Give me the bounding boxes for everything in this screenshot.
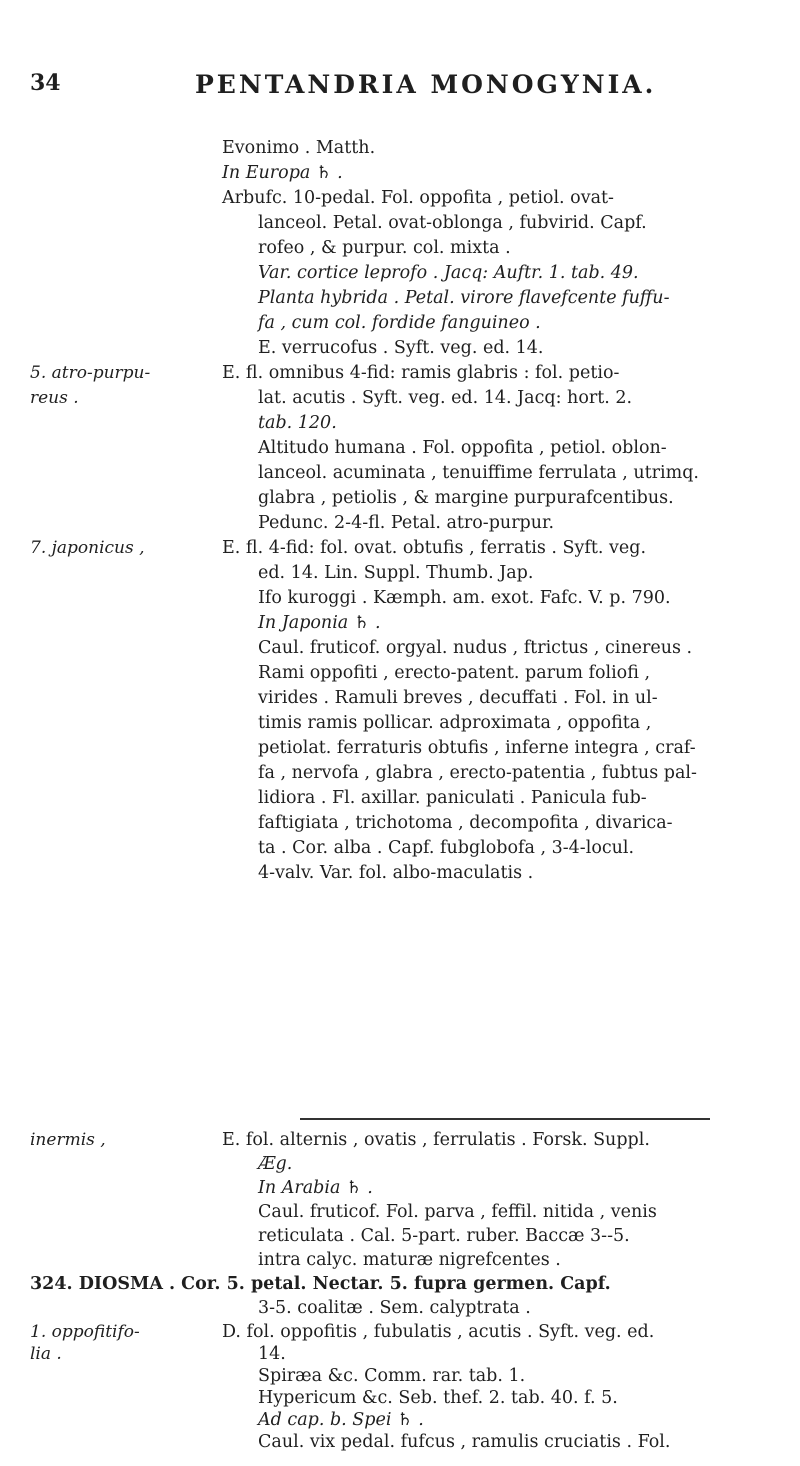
text-line: rofeo , & purpur. col. mixta . [258,238,511,258]
text-line: E. verrucofus . Syft. veg. ed. 14. [258,338,544,358]
text-line: glabra , petiolis , & margine purpurafcentibus. [258,488,674,508]
text-line: 4-valv. Var. fol. albo-maculatis . [258,863,534,883]
text-line: Evonimo . Matth. [222,138,376,158]
text-line: ta . Cor. alba . Capf. fubglobofa , 3-4-locul. [258,838,635,858]
text-line: lanceol. acuminata , tenuiffime ferrulata , utrimq. [258,463,699,483]
section-heading: 324. DIOSMA . Cor. 5. petal. Nectar. 5. fupra germen. Capf. [30,1274,611,1294]
margin-label: reus . [30,388,79,408]
text-line: In Arabia ♄ . [258,1178,373,1198]
section-divider [300,1118,710,1120]
text-line: 14. [258,1344,286,1364]
text-line: Rami oppofiti , erecto-patent. parum foliofi , [258,663,651,683]
text-line: E. fl. omnibus 4-fid: ramis glabris : fol. petio- [222,363,620,383]
text-line: faftigiata , trichotoma , decompofita , divarica- [258,813,673,833]
text-line: lidiora . Fl. axillar. paniculati . Panicula fub- [258,788,647,808]
text-line: petiolat. ferraturis obtufis , inferne integra , craf- [258,738,696,758]
running-title: PENTANDRIA MONOGYNIA. [195,70,657,99]
text-line: Æg. [258,1154,293,1174]
text-line: In Japonia ♄ . [258,613,381,633]
text-line: E. fol. alternis , ovatis , ferrulatis . Forsk. Suppl. [222,1130,650,1150]
text-line: lat. acutis . Syft. veg. ed. 14. Jacq: hort. 2. [258,388,633,408]
text-line: lanceol. Petal. ovat-oblonga , fubvirid. Capf. [258,213,647,233]
margin-label: 5. atro-purpu- [30,363,151,383]
text-line: Hypericum &c. Seb. thef. 2. tab. 40. f. 5. [258,1388,618,1408]
margin-label: 1. oppofitifo- [30,1322,140,1342]
text-line: In Europa ♄ . [222,163,343,183]
margin-label: 7. japonicus , [30,538,145,558]
page-number: 34 [30,70,61,96]
text-line: virides . Ramuli breves , decuffati . Fol. in ul- [258,688,658,708]
text-line: reticulata . Cal. 5-part. ruber. Baccæ 3--5. [258,1226,630,1246]
text-line: D. fol. oppofitis , fubulatis , acutis . Syft. veg. ed. [222,1322,655,1342]
text-line: Ad cap. b. Spei ♄ . [258,1410,424,1430]
text-line: Altitudo humana . Fol. oppofita , petiol. oblon- [258,438,667,458]
text-line: Arbufc. 10-pedal. Fol. oppofita , petiol. ovat- [222,188,614,208]
text-line: Spiræa &c. Comm. rar. tab. 1. [258,1366,526,1386]
margin-label: lia . [30,1344,62,1364]
text-line: Caul. fruticof. orgyal. nudus , ftrictus , cinereus . [258,638,693,658]
text-line: Var. cortice leprofo . Jacq: Auftr. 1. tab. 49. [258,263,639,283]
text-line: Caul. fruticof. Fol. parva , feffil. nitida , venis [258,1202,657,1222]
page-header [30,70,770,110]
margin-label: inermis , [30,1130,106,1150]
text-line: Planta hybrida . Petal. virore flavefcente fuffu- [258,288,670,308]
text-line: fa , nervofa , glabra , erecto-patentia , fubtus pal- [258,763,697,783]
text-line: Ifo kuroggi . Kæmph. am. exot. Fafc. V. p. 790. [258,588,671,608]
text-line: E. fl. 4-fid: fol. ovat. obtufis , ferratis . Syft. veg. [222,538,647,558]
text-line: Pedunc. 2-4-fl. Petal. atro-purpur. [258,513,555,533]
text-line: tab. 120. [258,413,337,433]
text-line: Caul. vix pedal. fufcus , ramulis cruciatis . Fol. [258,1432,671,1452]
text-line: fa , cum col. fordide fanguineo . [258,313,541,333]
text-line: intra calyc. maturæ nigrefcentes . [258,1250,561,1270]
text-line: timis ramis pollicar. adproximata , oppofita , [258,713,652,733]
text-line: 3-5. coalitæ . Sem. calyptrata . [258,1298,531,1318]
text-line: ed. 14. Lin. Suppl. Thumb. Jap. [258,563,534,583]
